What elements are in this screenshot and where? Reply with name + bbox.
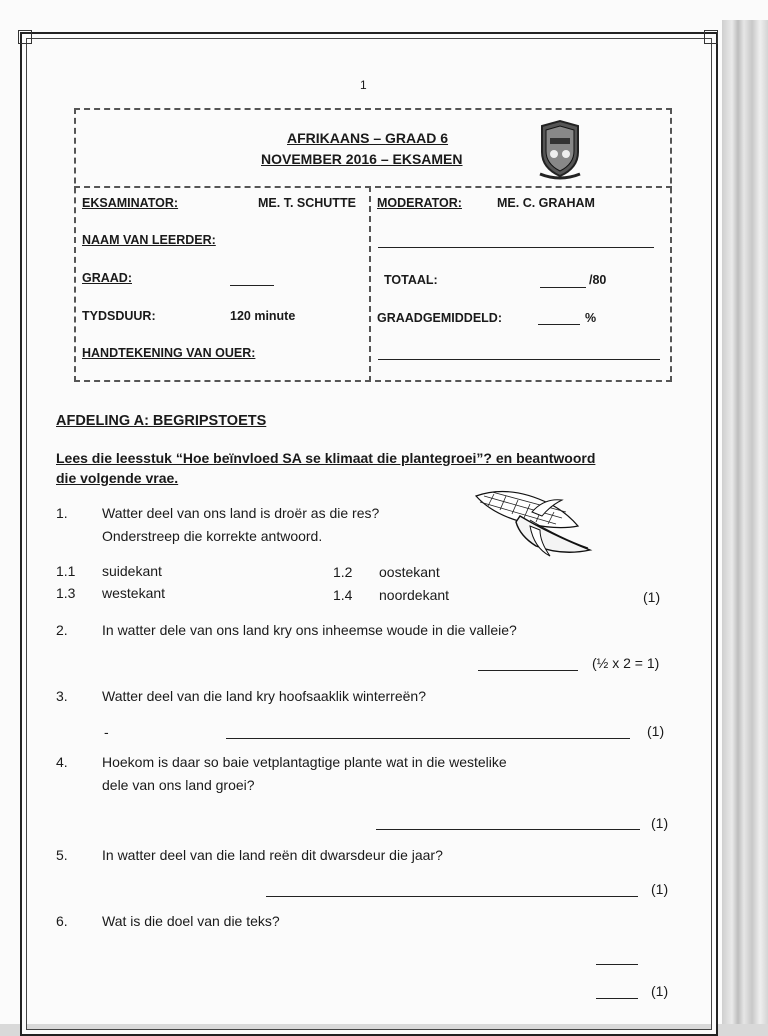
question-text: dele van ons land groei?	[102, 777, 255, 793]
answer-line[interactable]	[478, 670, 578, 671]
duration-value: 120 minute	[230, 309, 296, 323]
question-number: 4.	[56, 754, 68, 770]
answer-line[interactable]	[596, 998, 638, 999]
option-number: 1.3	[56, 585, 76, 601]
question-text: Onderstreep die korrekte antwoord.	[102, 528, 323, 544]
parent-signature-label: HANDTEKENING VAN OUER:	[82, 346, 256, 360]
page-edge-shadow	[722, 20, 768, 1024]
mark-allocation: (½ x 2 = 1)	[592, 655, 660, 671]
moderator-value: ME. C. GRAHAM	[497, 196, 595, 210]
answer-line[interactable]	[226, 738, 630, 739]
learner-name-label: NAAM VAN LEERDER:	[82, 233, 216, 247]
mark-allocation: (1)	[643, 589, 661, 605]
total-suffix: /80	[589, 273, 607, 287]
question-number: 6.	[56, 913, 68, 929]
parent-signature-line[interactable]	[378, 359, 660, 360]
grade-label: GRAAD:	[82, 271, 132, 285]
answer-line[interactable]	[596, 964, 638, 965]
question-number: 3.	[56, 688, 68, 704]
grade-average-line[interactable]	[538, 324, 580, 325]
examiner-value: ME. T. SCHUTTE	[258, 196, 356, 210]
instruction-line: die volgende vrae.	[56, 470, 179, 486]
question-text: Watter deel van ons land is droër as die res?	[102, 505, 380, 521]
question-text: In watter deel van die land reën dit dwarsdeur die jaar?	[102, 847, 443, 863]
mark-allocation: (1)	[651, 983, 669, 999]
grade-average-label: GRAADGEMIDDELD:	[377, 311, 502, 325]
examiner-label: EKSAMINATOR:	[82, 196, 179, 210]
answer-option[interactable]: westekant	[102, 585, 166, 601]
school-crest-logo	[536, 118, 584, 180]
answer-option[interactable]: noordekant	[379, 587, 450, 603]
exam-title-line1: AFRIKAANS – GRAAD 6	[287, 130, 449, 146]
moderator-label: MODERATOR:	[377, 196, 462, 210]
option-number: 1.4	[333, 587, 353, 603]
answer-option[interactable]: suidekant	[102, 563, 162, 579]
grade-average-suffix: %	[585, 311, 597, 325]
stray-mark: -	[104, 724, 109, 740]
corn-illustration	[470, 486, 594, 558]
header-divider	[74, 186, 672, 188]
question-text: Hoekom is daar so baie vetplantagtige plante wat in die westelike	[102, 754, 507, 770]
question-number: 1.	[56, 505, 68, 521]
page-number: 1	[360, 78, 367, 92]
answer-line[interactable]	[266, 896, 638, 897]
learner-name-line[interactable]	[378, 247, 654, 248]
total-label: TOTAAL:	[384, 273, 438, 287]
mark-allocation: (1)	[647, 723, 665, 739]
mark-allocation: (1)	[651, 815, 669, 831]
question-number: 5.	[56, 847, 68, 863]
question-number: 2.	[56, 622, 68, 638]
answer-option[interactable]: oostekant	[379, 564, 440, 580]
answer-line[interactable]	[376, 829, 640, 830]
total-line[interactable]	[540, 287, 586, 288]
duration-label: TYDSDUUR:	[82, 309, 156, 323]
header-divider	[369, 186, 371, 382]
border-corner	[18, 30, 32, 44]
option-number: 1.1	[56, 563, 76, 579]
grade-line[interactable]	[230, 285, 274, 286]
question-text: In watter dele van ons land kry ons inheemse woude in die valleie?	[102, 622, 517, 638]
instruction-line: Lees die leesstuk “Hoe beïnvloed SA se klimaat die plantegroei”? en beantwoord	[56, 450, 596, 466]
border-corner	[704, 30, 718, 44]
mark-allocation: (1)	[651, 881, 669, 897]
question-text: Wat is die doel van die teks?	[102, 913, 280, 929]
section-heading: AFDELING A: BEGRIPSTOETS	[56, 413, 267, 429]
option-number: 1.2	[333, 564, 353, 580]
question-text: Watter deel van die land kry hoofsaaklik winterreën?	[102, 688, 426, 704]
exam-title-line2: NOVEMBER 2016 – EKSAMEN	[261, 151, 463, 167]
